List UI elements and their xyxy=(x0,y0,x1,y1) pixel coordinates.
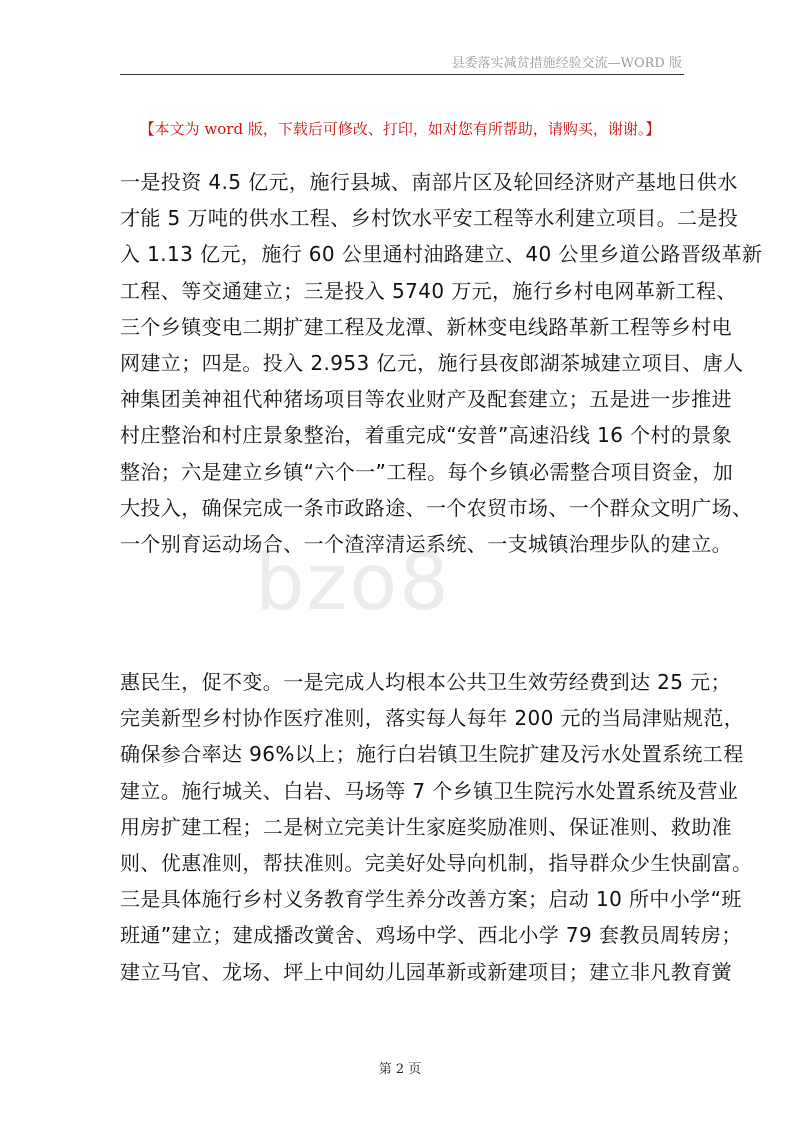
paragraph-line: 班通”建立；建成播改黉舍、鸡场中学、西北小学 79 套教员周转房； xyxy=(120,923,742,948)
paragraph-line: 网建立；四是。投入 2.953 亿元，施行县夜郎湖茶城建立项目、唐人 xyxy=(120,351,744,376)
header-divider xyxy=(120,74,684,75)
paragraph-line: 确保参合率达 96%以上；施行白岩镇卫生院扩建及污水处置系统工程 xyxy=(120,742,744,767)
paragraph-line: 入 1.13 亿元，施行 60 公里通村油路建立、40 公里乡道公路晋级革新 xyxy=(120,242,763,267)
paragraph-line: 才能 5 万吨的供水工程、乡村饮水平安工程等水利建立项目。二是投 xyxy=(120,206,739,231)
paragraph-line: 三个乡镇变电二期扩建工程及龙潭、新林变电线路革新工程等乡村电 xyxy=(120,314,732,339)
paragraph-line: 三是具体施行乡村义务教育学生养分改善方案；启动 10 所中小学“班 xyxy=(120,887,742,912)
page-number: 第 2 页 xyxy=(378,1062,422,1077)
paragraph-line: 用房扩建工程；二是树立完美计生家庭奖励准则、保证准则、救助准 xyxy=(120,814,732,839)
watermark: bzo8 xyxy=(255,538,451,628)
paragraph-line: 神集团美神祖代种猪场项目等农业财产及配套建立；五是进一步推进 xyxy=(120,387,732,412)
body-paragraph-2 xyxy=(120,664,753,990)
paragraph-line: 建立马官、龙场、坪上中间幼儿园革新或新建项目；建立非凡教育黉 xyxy=(120,959,732,984)
paragraph-line: 惠民生，促不变。一是完成人均根本公共卫生效劳经费到达 25 元； xyxy=(120,670,731,694)
paragraph-line: 建立。施行城关、白岩、马场等 7 个乡镇卫生院污水处置系统及营业 xyxy=(120,778,739,803)
body-paragraph-1 xyxy=(120,164,763,562)
paragraph-line: 一是投资 4.5 亿元，施行县城、南部片区及轮回经济财产基地日供水 xyxy=(120,170,738,194)
paragraph-line: 村庄整治和村庄景象整治，着重完成“安普”高速沿线 16 个村的景象 xyxy=(120,423,733,448)
paragraph-line: 完美新型乡村协作医疗准则，落实每人每年 200 元的当局津贴规范， xyxy=(120,706,745,731)
download-notice: 【本文为 word 版，下载后可修改、打印，如对您有所帮助，请购买，谢谢。】 xyxy=(139,120,661,138)
running-header: 县委落实减贫措施经验交流—WORD 版 xyxy=(451,56,682,71)
paragraph-line: 工程、等交通建立；三是投入 5740 万元，施行乡村电网革新工程、 xyxy=(120,278,737,303)
paragraph-line: 大投入，确保完成一条市政路途、一个农贸市场、一个群众文明广场、 xyxy=(120,495,753,520)
paragraph-line: 则、优惠准则，帮扶准则。完美好处导向机制，指导群众少生快副富。 xyxy=(120,851,753,876)
paragraph-line: 一个别育运动场合、一个渣滓清运系统、一支城镇治理步队的建立。 xyxy=(120,532,732,557)
paragraph-line: 整治；六是建立乡镇“六个一”工程。每个乡镇必需整合项目资金，加 xyxy=(120,459,734,484)
